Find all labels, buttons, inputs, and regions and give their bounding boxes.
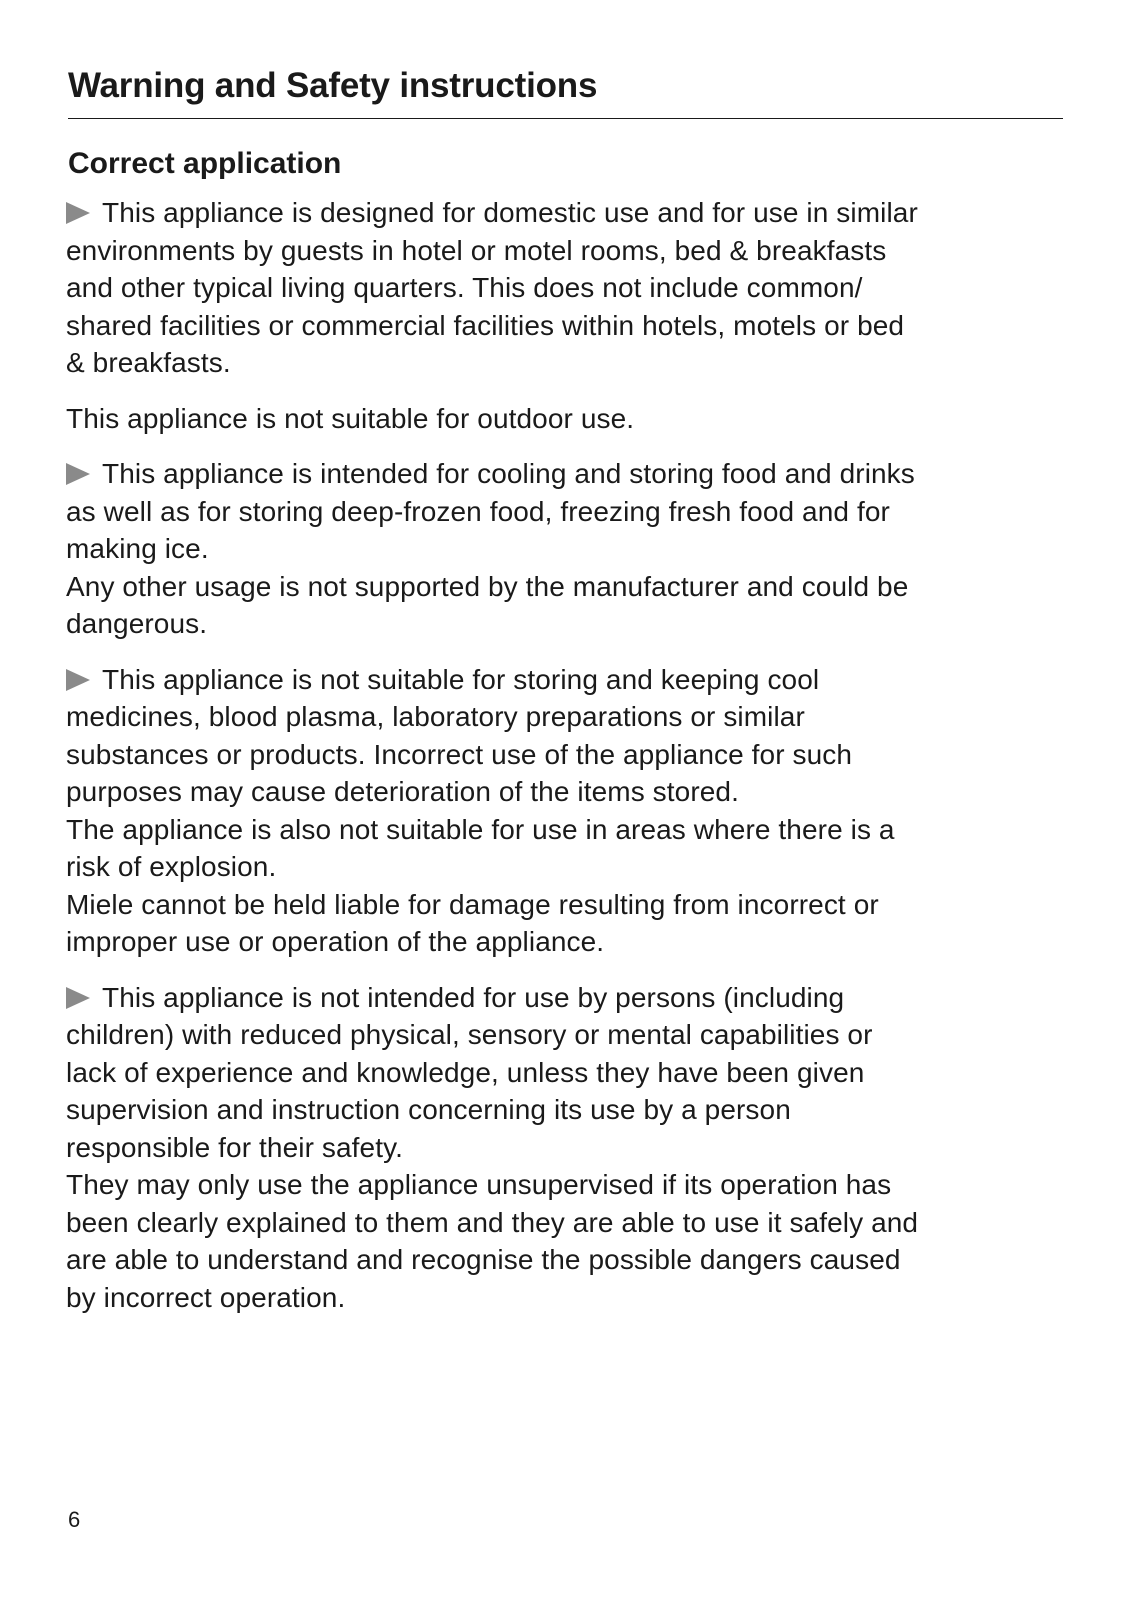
- text-line: This appliance is intended for cooling and storing food and drinks: [66, 455, 1061, 493]
- page-header: [68, 60, 1060, 112]
- text-line: been clearly explained to them and they are able to use it safely and: [66, 1206, 919, 1238]
- text-line: environments by guests in hotel or motel rooms, bed & breakfasts: [66, 234, 887, 266]
- content: [66, 140, 1061, 1334]
- page-title: Warning and Safety instructions: [68, 66, 598, 105]
- text-line: This appliance is not suitable for storing and keeping cool: [66, 661, 1061, 699]
- text-line: This appliance is not intended for use by persons (including: [66, 979, 1061, 1017]
- text-line: children) with reduced physical, sensory or mental capabilities or: [66, 1019, 873, 1050]
- text-line: substances or products. Incorrect use of the appliance for such: [66, 738, 853, 770]
- text-line: and other typical living quarters. This does not include common/: [66, 272, 863, 303]
- paragraph: [66, 455, 1061, 643]
- paragraph: [66, 661, 1061, 961]
- triangle-right-icon: [66, 669, 90, 691]
- text-line: making ice.: [66, 533, 209, 564]
- text-line: This appliance is not suitable for outdoor use.: [66, 402, 635, 434]
- text-line: are able to understand and recognise the possible dangers caused: [66, 1244, 901, 1275]
- triangle-right-icon: [66, 202, 90, 224]
- text-line: They may only use the appliance unsupervised if its operation has: [66, 1169, 892, 1200]
- text-line: Miele cannot be held liable for damage resulting from incorrect or: [66, 888, 879, 920]
- text-line: The appliance is also not suitable for use in areas where there is a: [66, 813, 895, 845]
- text-line: supervision and instruction concerning its use by a person: [66, 1094, 791, 1125]
- text-line: responsible for their safety.: [66, 1131, 403, 1163]
- text-line: This appliance is designed for domestic use and for use in similar: [66, 194, 1061, 232]
- paragraph: [66, 400, 1061, 438]
- paragraph: [66, 194, 1061, 382]
- text-line: Any other usage is not supported by the manufacturer and could be: [66, 570, 909, 602]
- text-line: risk of explosion.: [66, 851, 277, 882]
- triangle-right-icon: [66, 987, 90, 1009]
- page-number: 6: [68, 1507, 81, 1532]
- text-line: dangerous.: [66, 608, 208, 639]
- text-line: purposes may cause deterioration of the items stored.: [66, 776, 739, 807]
- text-line: lack of experience and knowledge, unless they have been given: [66, 1056, 865, 1088]
- triangle-right-icon: [66, 463, 90, 485]
- text-line: by incorrect operation.: [66, 1281, 346, 1313]
- header-divider: [68, 118, 1063, 119]
- text-line: improper use or operation of the appliance.: [66, 926, 605, 957]
- paragraph: [66, 979, 1061, 1317]
- text-line: & breakfasts.: [66, 347, 231, 378]
- text-line: as well as for storing deep-frozen food, freezing fresh food and for: [66, 495, 890, 527]
- text-line: shared facilities or commercial facilities within hotels, motels or bed: [66, 309, 905, 341]
- section-title: Correct application: [68, 147, 342, 180]
- text-line: medicines, blood plasma, laboratory preparations or similar: [66, 701, 805, 732]
